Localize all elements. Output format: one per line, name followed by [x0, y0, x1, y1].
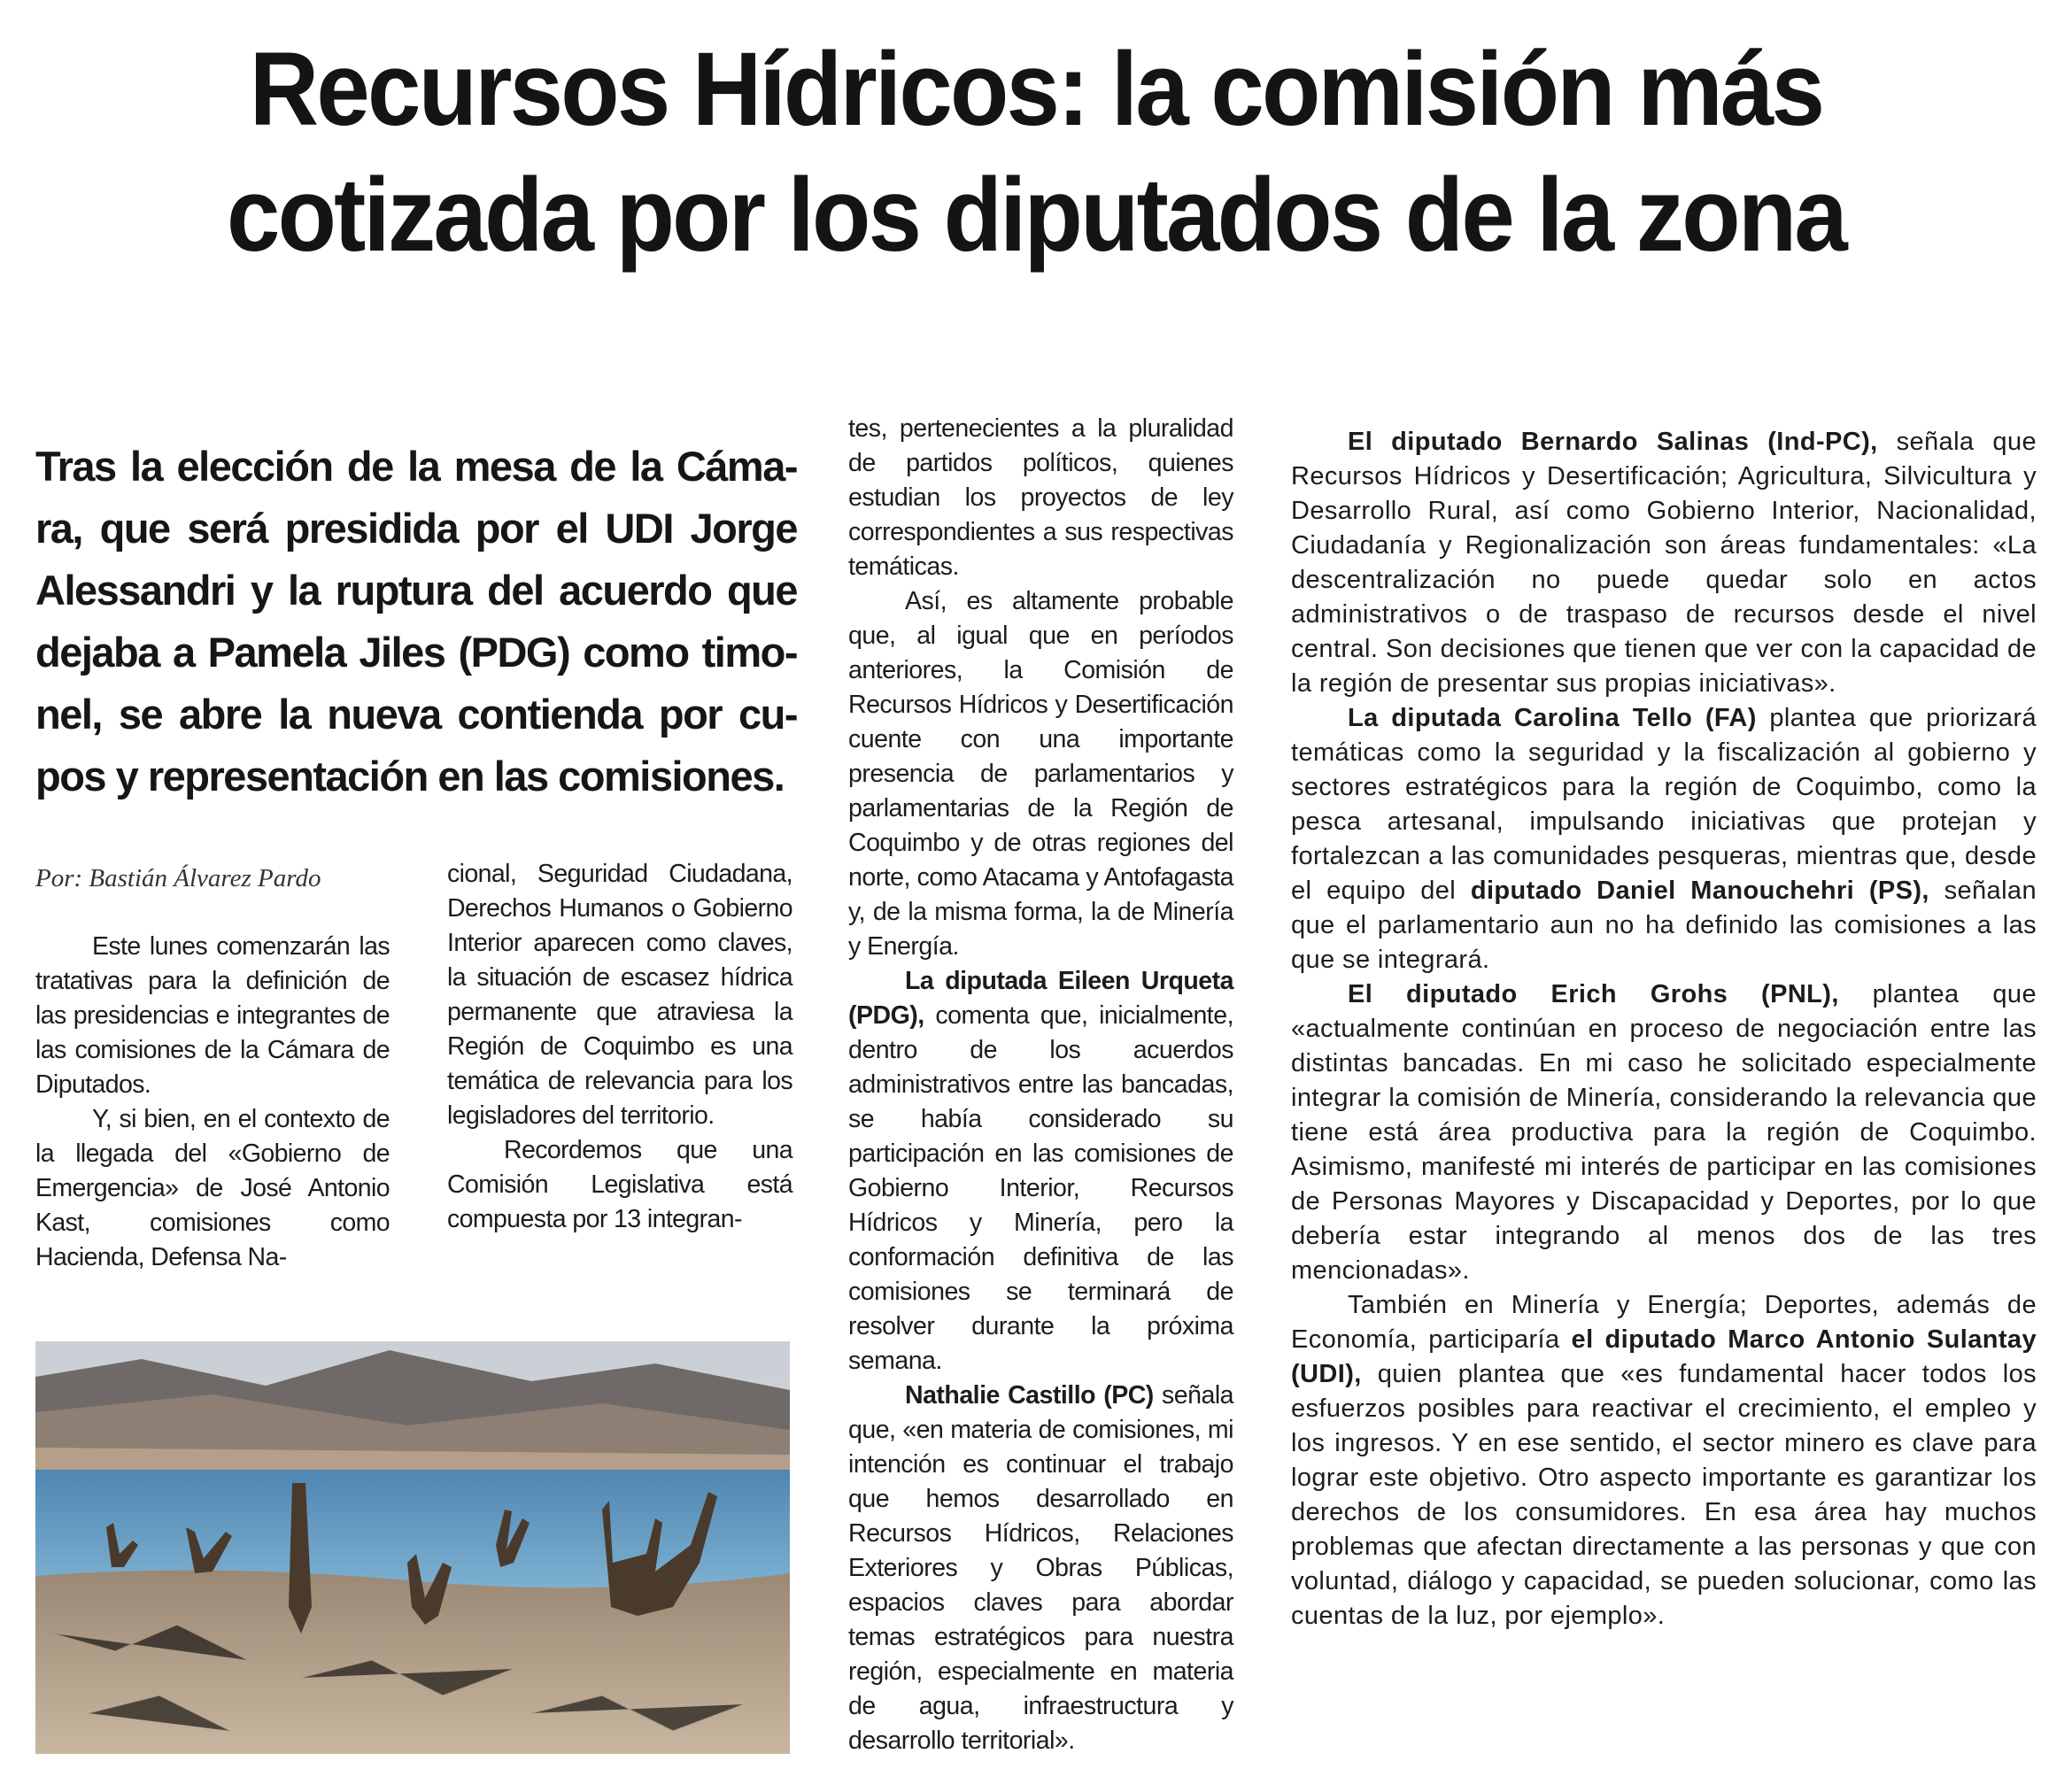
paragraph — [1291, 977, 2037, 1288]
headline-line-2: cotizada por los diputados de la zona — [226, 157, 1846, 274]
headline — [115, 27, 1956, 278]
column-4 — [1291, 425, 2037, 1634]
paragraph-text: También en Minería y Energía; Deportes, además de Economía, participaría — [1291, 1291, 2037, 1354]
paragraph-text: señala que Recursos Hídricos y Desertificación; Agricultura, Silvicultura y Desarrollo Rural, así como Gobierno Interior, Nacionalidad, Ciudadanía y Regionalización son áreas fundamentales: «La descentralización no puede quedar solo en actos administrativos o de traspaso de recursos desde el nivel central. Son decisiones que tienen que ver con la capacidad de la región de presentar sus propias iniciativas». — [1291, 428, 2037, 698]
paragraph-text: plantea que priorizará temáticas como la seguridad y la fiscalización al gobierno y sectores estratégicos para la región de Coquimbo, como la pesca artesanal, impulsando iniciativas que protejan y fortalezcan a las comunidades pesqueras, mientras que, desde el equipo del — [1291, 704, 2037, 905]
paragraph-text: plantea que «actualmente continúan en proceso de negociación entre las distintas bancadas. En mi caso he solicitado especialmente integrar la comisión de Minería, considerando la relevancia que tiene está área productiva para la región de Coquimbo. Asimismo, manifesté mi interés de participar en las comisiones de Personas Mayores y Discapacidad y Deportes, por lo que debería estar integrando al menos dos de las tres mencionadas». — [1291, 980, 2037, 1285]
speaker-name: El diputado Erich Grohs (PNL), — [1348, 980, 1839, 1008]
byline: Por: Bastián Álvarez Pardo — [35, 864, 321, 892]
paragraph: Recordemos que una Comisión Legislativa está compuesta por 13 integran- — [447, 1136, 792, 1233]
column-1 — [35, 930, 390, 1275]
speaker-name: el diputado Marco Antonio Sulantay (UDI), — [1291, 1325, 2037, 1388]
speaker-name: La diputada Carolina Tello (FA) — [1348, 704, 1757, 732]
headline-line-1: Recursos Hídricos: la comisión más — [249, 31, 1823, 148]
paragraph — [1291, 425, 2037, 701]
paragraph: Este lunes comenzarán las tratativas para la definición de las presidencias e integrantes de las comisiones de la Cámara de Diputados. — [35, 932, 390, 1099]
speaker-name: El diputado Bernardo Salinas (Ind-PC), — [1348, 428, 1878, 456]
paragraph — [848, 1379, 1233, 1758]
paragraph — [1291, 701, 2037, 977]
column-3 — [848, 412, 1233, 1758]
paragraph — [848, 964, 1233, 1379]
paragraph: Y, si bien, en el contexto de la llegada del «Gobierno de Emergencia» de José Antonio Kast, comisiones como Hacienda, Defensa Na- — [35, 1105, 390, 1271]
paragraph-text: quien plantea que «es fundamental hacer todos los esfuerzos posibles para reactivar el crecimiento, el empleo y los ingresos. Y en ese sentido, el sector minero es clave para lograr este objetivo. Otro aspecto importante es garantizar los derechos de los consumidores. En esa área hay muchos problemas que afectan directamente a las personas y que con voluntad, diálogo y capacidad, se pueden solucionar, como las cuentas de la luz, por ejemplo». — [1291, 1360, 2037, 1630]
speaker-name: La diputada Eileen Urqueta (PDG), — [848, 967, 1233, 1030]
paragraph: tes, pertenecientes a la pluralidad de partidos políticos, quienes estudian los proyectos de ley correspondientes a sus respectivas temáticas. — [848, 414, 1233, 581]
paragraph: cional, Seguridad Ciudadana, Derechos Humanos o Gobierno Interior aparecen como claves, la situación de escasez hídrica permanente que atraviesa la Región de Coquimbo es una temática de relevancia para los legisladores del territorio. — [447, 860, 792, 1130]
paragraph — [1291, 1288, 2037, 1634]
speaker-name: diputado Daniel Manouchehri (PS), — [1470, 877, 1929, 905]
speaker-name: Nathalie Castillo (PC) — [905, 1381, 1154, 1410]
reservoir-photo — [35, 1341, 790, 1754]
paragraph: Así, es altamente probable que, al igual que en períodos anteriores, la Comisión de Recursos Hídricos y Desertificación cuente con una importante presencia de parlamentarios y parlamentarias de la Región de Coquimbo y de otras regiones del norte, como Atacama y Antofagasta y, de la misma forma, la de Minería y Energía. — [848, 587, 1233, 961]
paragraph-text: señala que, «en materia de comisiones, mi intención es continuar el trabajo que hemos desarrollado en Recursos Hídricos, Relaciones Exteriores y Obras Públicas, espacios claves para abordar temas estratégicos para nuestra región, especialmente en materia de agua, infraestructura y desarrollo territorial». — [848, 1381, 1234, 1755]
paragraph-text: señalan que el parlamentario aun no ha definido las comisiones a las que se integrará. — [1291, 877, 2037, 974]
reservoir-photo-icon — [35, 1341, 790, 1754]
deck-summary: Tras la elección de la mesa de la Cáma-ra, que será presidida por el UDI Jorge Alessandri y la ruptura del acuerdo que dejaba a Pamela Jiles (PDG) como timo-nel, se abre la nueva contienda por cu-pos y representación en las comisiones. — [35, 443, 797, 799]
column-2 — [447, 857, 792, 1237]
paragraph-text: comenta que, inicialmente, dentro de los acuerdos administrativos entre las bancadas, se había considerado su participación en las comisiones de Gobierno Interior, Recursos Hídricos y Minería, pero la conformación definitiva de las comisiones se terminará de resolver durante la próxima semana. — [848, 1001, 1233, 1375]
